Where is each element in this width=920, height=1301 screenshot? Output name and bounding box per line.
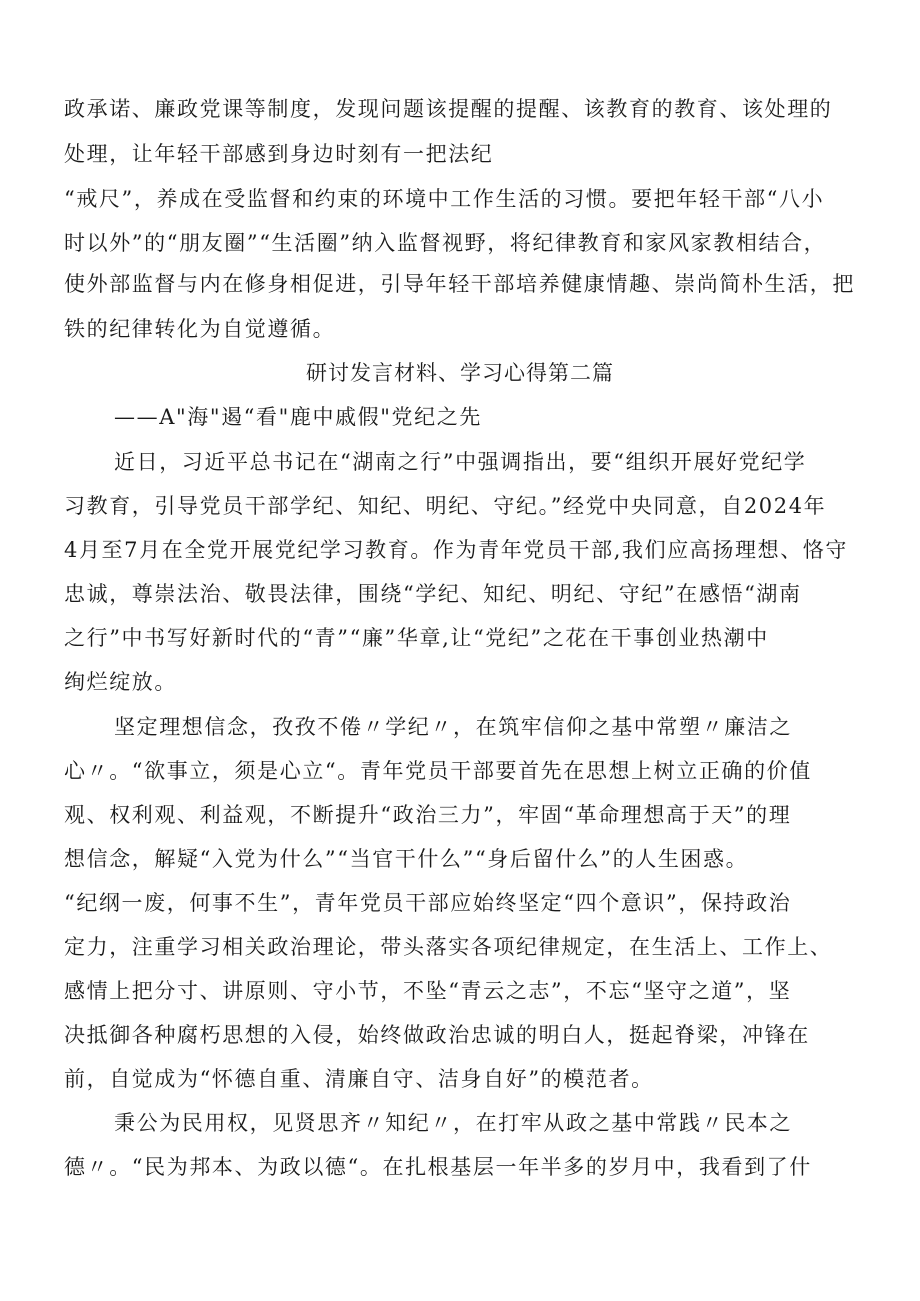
paragraph-line: 坚定理想信念，孜孜不倦〃学纪〃，在筑牢信仰之基中常塑〃廉洁之 (114, 715, 792, 739)
paragraph-line: 之行”中书写好新时代的“青”“廉”华章,让“党纪”之花在干事创业热潮中 (64, 626, 769, 650)
paragraph-line: 想信念，解疑“入党为什么”“当官干什么”“身后留什么”的人生困惑。 (64, 847, 749, 871)
paragraph-line: 4月至7月在全党开展党纪学习教育。作为青年党员干部,我们应高扬理想、恪守 (64, 538, 848, 562)
paragraph-line: “戒尺”，养成在受监督和约束的环境中工作生活的习惯。要把年轻干部“八小 (64, 187, 825, 211)
paragraph-line: “纪纲一废，何事不生”，青年党员干部应始终坚定“四个意识”，保持政治 (64, 891, 792, 915)
section-title: 研讨发言材料、学习心得第二篇 (306, 361, 614, 385)
paragraph-line: 德〃。“民为邦本、为政以德“。在扎根基层一年半多的岁月中，我看到了什 (64, 1155, 812, 1179)
paragraph-line: 心〃。“欲事立，须是心立“。青年党员干部要首先在思想上树立正确的价值 (64, 759, 812, 783)
paragraph-line: 近日，习近平总书记在“湖南之行”中强调指出，要“组织开展好党纪学 (114, 450, 807, 474)
paragraph-line: 绚烂绽放。 (64, 670, 177, 694)
paragraph-line: 感情上把分寸、讲原则、守小节，不坠“青云之志”，不忘“坚守之道”，坚 (64, 979, 792, 1003)
paragraph-line: 铁的纪律转化为自觉遵循。 (64, 317, 336, 341)
paragraph-line: 时以外”的“朋友圈”“生活圈”纳入监督视野，将纪律教育和家风家教相结合， (64, 231, 827, 255)
section-subtitle: ——A"海"遏“看"鹿中戚假"党纪之先 (114, 405, 482, 429)
paragraph-line: 秉公为民用权，见贤思齐〃知纪〃，在打牢从政之基中常践〃民本之 (114, 1111, 792, 1135)
paragraph-line: 决抵御各种腐朽思想的入侵，始终做政治忠诚的明白人，挺起脊梁，冲锋在 (64, 1023, 810, 1047)
paragraph-line: 定力，注重学习相关政治理论，带头落实各项纪律规定，在生活上、工作上、 (64, 935, 833, 959)
paragraph-line: 前，自觉成为“怀德自重、清廉自守、洁身自好”的模范者。 (64, 1067, 654, 1091)
paragraph-line: 观、权利观、利益观，不断提升“政治三力”，牢固“革命理想高于天”的理 (64, 803, 792, 827)
paragraph-line: 使外部监督与内在修身相促进，引导年轻干部培养健康情趣、崇尚简朴生活，把 (64, 272, 855, 296)
paragraph-line: 处理，让年轻干部感到身边时刻有一把法纪 (64, 142, 494, 166)
paragraph-line: 忠诚，尊崇法治、敬畏法律，围绕“学纪、知纪、明纪、守纪”在感悟“湖南 (64, 582, 802, 606)
paragraph-line: 习教育，引导党员干部学纪、知纪、明纪、守纪。”经党中央同意，自2024年 (64, 494, 827, 518)
paragraph-line: 政承诺、廉政党课等制度，发现问题该提醒的提醒、该教育的教育、该处理的 (64, 97, 833, 121)
